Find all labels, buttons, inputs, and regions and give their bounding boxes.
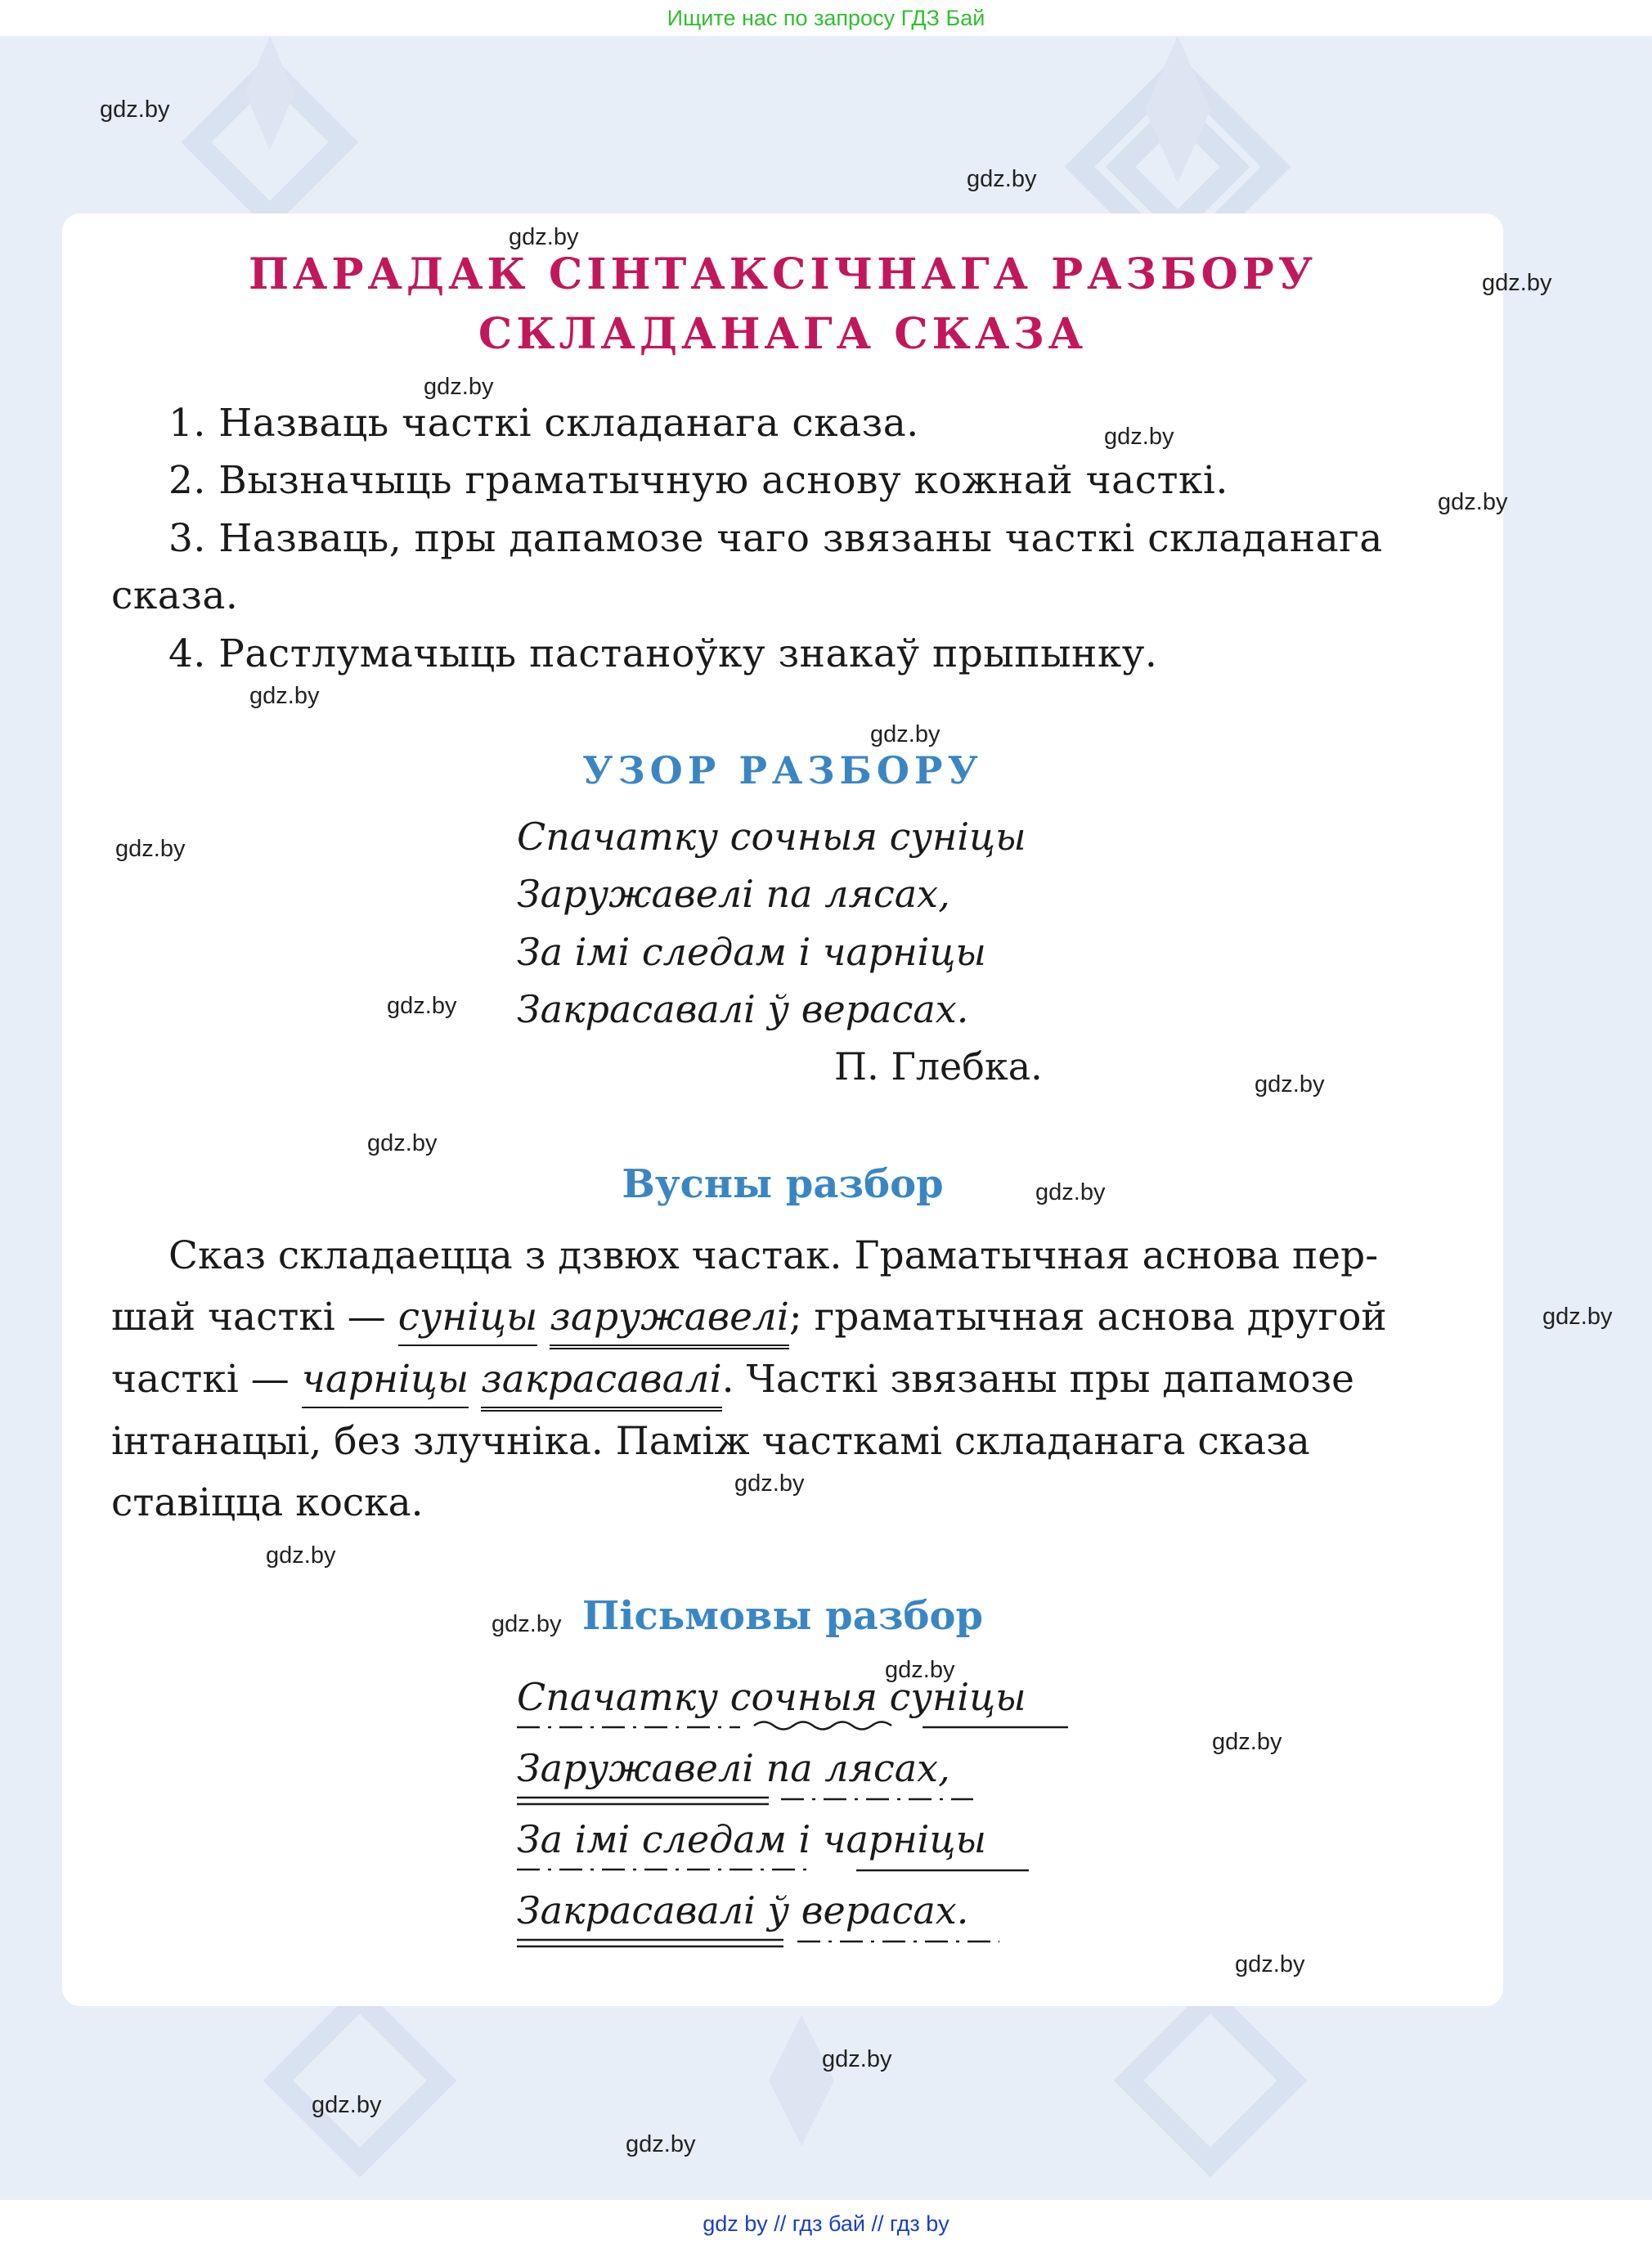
watermark-text: gdz.by (509, 224, 579, 250)
oral-text: . Часткі звязаны пры дапамозе (721, 1357, 1354, 1402)
watermark-text: gdz.by (1542, 1304, 1613, 1330)
oral-text: шай часткі — (111, 1295, 398, 1340)
watermark-text: gdz.by (885, 1657, 955, 1683)
attribute-word: сочныя (729, 1675, 878, 1719)
conjunction-word: і (798, 1817, 811, 1861)
step-1: 1. Назваць часткі складанага сказа. (168, 401, 919, 446)
attribute-underline (754, 1722, 891, 1730)
predicate-word: Закрасавалі (517, 1888, 756, 1933)
watermark-text: gdz.by (1104, 424, 1174, 450)
punctuation: . (956, 1888, 969, 1933)
watermark-text: gdz.by (1255, 1071, 1325, 1098)
oral-text: ; граматычная аснова другой (788, 1295, 1387, 1340)
punctuation: , (938, 1746, 950, 1790)
step-3-continued: сказа. (111, 573, 239, 618)
watermark-text: gdz.by (115, 836, 186, 862)
watermark-text: gdz.by (100, 97, 170, 123)
adverbial-word: Спачатку (517, 1675, 719, 1719)
subject-word: чарніцы (822, 1817, 986, 1861)
written-analysis-title: Пісьмовы разбор (581, 1593, 984, 1639)
watermark-text: gdz.by (312, 2092, 382, 2118)
subject-2: чарніцы (302, 1357, 469, 1408)
predicate-underline (517, 1940, 783, 1946)
watermark-text: gdz.by (967, 166, 1037, 192)
oral-line-1: Сказ складаецца з дзвюх частак. Граматычная аснова пер- (168, 1233, 1379, 1278)
watermark-text: gdz.by (367, 1130, 438, 1156)
oral-line-4: інтанацыі, без злучніка. Паміж часткамі складанага сказа (111, 1419, 1310, 1464)
watermark-text: gdz.by (1212, 1729, 1282, 1755)
poem-line-1: Спачатку сочныя суніцы (517, 815, 1026, 859)
poem-line-4: Закрасавалі ў верасах. (517, 987, 969, 1031)
watermark-text: gdz.by (734, 1470, 805, 1497)
subject-word: суніцы (889, 1675, 1026, 1719)
watermark-text: gdz.by (1235, 1951, 1305, 1977)
sample-title: УЗОР РАЗБОРУ (582, 748, 983, 792)
poem-line-2: Заружавелі па лясах, (517, 872, 950, 916)
oral-text: часткі — (111, 1357, 302, 1402)
oral-analysis-title: Вусны разбор (622, 1161, 944, 1207)
footer-links[interactable]: gdz by // гдз бай // гдз by (703, 2211, 949, 2236)
watermark-text: gdz.by (387, 993, 457, 1019)
watermark-text: gdz.by (266, 1542, 336, 1569)
watermark-text: gdz.by (249, 683, 320, 709)
step-2: 2. Вызначыць граматычную аснову кожнай часткі. (168, 458, 1228, 503)
poem-line-3: За імі следам і чарніцы (517, 930, 986, 974)
adverbial-word: ў верасах (767, 1888, 957, 1933)
step-3: 3. Назваць, пры дапамозе чаго звязаны часткі складанага (168, 516, 1383, 561)
watermark-text: gdz.by (1482, 270, 1552, 296)
watermark-text: gdz.by (1438, 489, 1508, 515)
adverbial-word: па лясах (765, 1746, 939, 1790)
page-title-line2: СКЛАДАНАГА СКАЗА (478, 309, 1088, 359)
adverbial-word: За імі следам (517, 1817, 787, 1861)
watermark-text: gdz.by (492, 1611, 562, 1637)
watermark-text: gdz.by (822, 2046, 892, 2072)
subject-1: суніцы (398, 1295, 538, 1346)
watermark-text: gdz.by (626, 2131, 696, 2157)
oral-line-5: ставіцца коска. (111, 1480, 424, 1525)
poem-author: П. Глебка. (834, 1044, 1043, 1089)
watermark-text: gdz.by (424, 374, 494, 400)
predicate-2: закрасавалі (481, 1357, 722, 1412)
predicate-underline (517, 1798, 769, 1804)
page-title-line1: ПАРАДАК СІНТАКСІЧНАГА РАЗБОРУ (248, 249, 1318, 299)
watermark-text: gdz.by (1035, 1179, 1106, 1205)
predicate-word: Заружавелі (517, 1746, 754, 1790)
top-banner[interactable]: Ищите нас по запросу ГДЗ Бай (0, 0, 1652, 36)
predicate-1: заружавелі (550, 1295, 789, 1349)
step-4: 4. Растлумачыць пастаноўку знакаў прыпынку. (168, 631, 1158, 676)
watermark-text: gdz.by (870, 721, 940, 747)
